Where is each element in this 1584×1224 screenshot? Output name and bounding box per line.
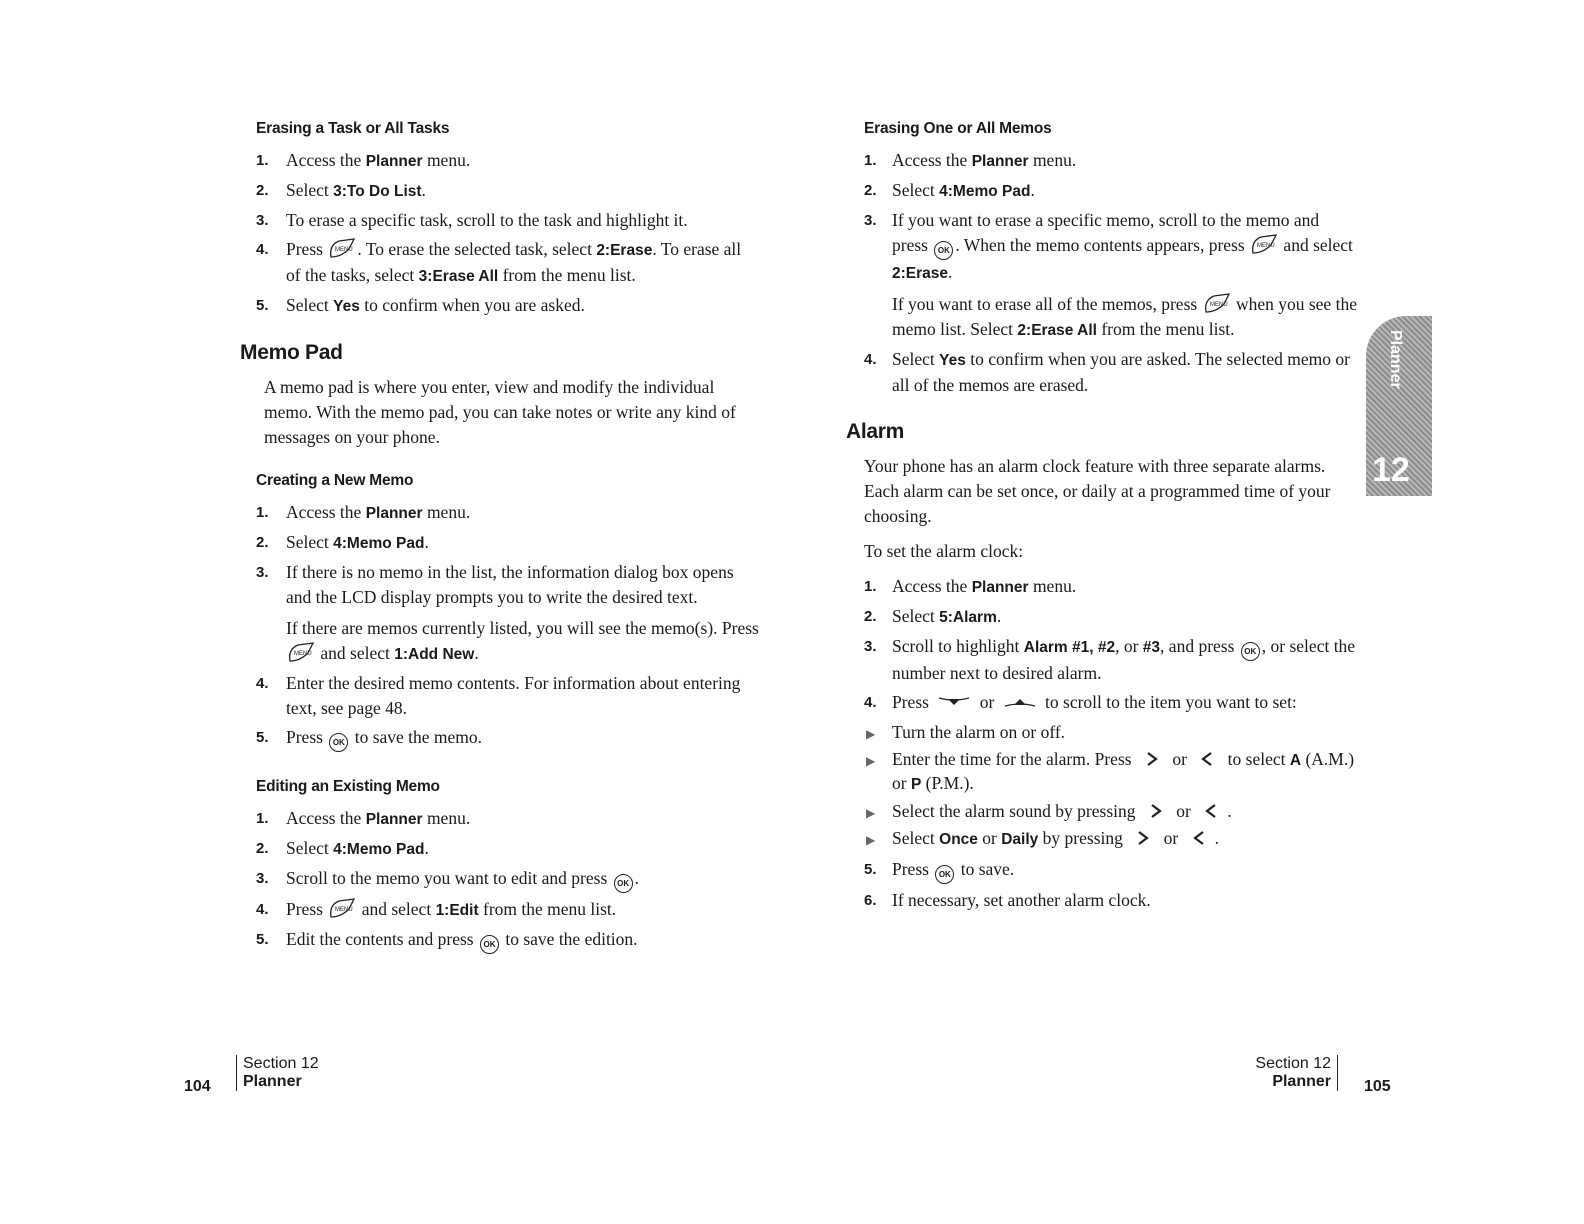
ui-term: Yes xyxy=(939,352,966,369)
bullet-arrow-icon: ▶ xyxy=(866,754,876,768)
ui-term: Planner xyxy=(365,811,423,828)
step-text: . xyxy=(948,262,953,282)
list-item xyxy=(858,857,1358,884)
menu-key-icon xyxy=(1202,292,1232,316)
ui-term: Yes xyxy=(333,298,360,315)
bullet-text: Select the alarm sound by pressing xyxy=(892,801,1140,821)
step-number: 3. xyxy=(256,564,269,581)
ui-term: Alarm #1, #2 xyxy=(1023,639,1116,656)
step-text: Access the xyxy=(892,576,972,596)
step-number: 1. xyxy=(864,578,877,595)
bullet-text: Turn the alarm on or off. xyxy=(892,722,1066,742)
step-text: when you see the memo list. Select xyxy=(892,294,1357,339)
nav-down-key-icon xyxy=(937,696,971,708)
step-text: . xyxy=(996,606,1002,626)
list-item xyxy=(858,690,1358,715)
ui-term: 4:Memo Pad xyxy=(333,535,425,552)
menu-key-icon xyxy=(1249,233,1279,257)
bullet-text: (A.M.) or xyxy=(892,749,1355,793)
step-number: 5. xyxy=(864,861,877,878)
memo-pad-heading: Memo Pad xyxy=(240,341,343,364)
step-number: 4. xyxy=(256,675,269,692)
list-item xyxy=(240,208,760,233)
menu-key-icon xyxy=(327,897,357,921)
left-key-icon xyxy=(1191,830,1207,846)
nav-up-key-icon xyxy=(1003,696,1037,708)
list-item xyxy=(858,574,1358,600)
erase-memos-steps xyxy=(858,148,1358,398)
footer-right xyxy=(1255,1055,1338,1091)
list-item xyxy=(240,671,760,721)
ui-term: Planner xyxy=(971,579,1029,596)
step-text: Select xyxy=(286,180,334,200)
footer-section: Section 12 xyxy=(1255,1055,1331,1072)
alarm-steps-end xyxy=(858,857,1358,913)
ui-term: Once xyxy=(939,831,978,848)
step-text: Press xyxy=(286,727,328,747)
footer-section: Section 12 xyxy=(243,1055,319,1072)
step-text: from the menu list. xyxy=(1096,319,1235,339)
right-column xyxy=(846,120,1358,935)
svg-text:MENU: MENU xyxy=(335,907,353,913)
step-text: . To erase all of the tasks, select xyxy=(286,239,742,285)
step-text: and select xyxy=(316,643,395,663)
step-text: Select xyxy=(286,838,334,858)
section-tab-number: 12 xyxy=(1372,451,1410,489)
step-text: . xyxy=(1030,180,1035,200)
create-memo-heading: Creating a New Memo xyxy=(256,472,414,489)
step-text: If necessary, set another alarm clock. xyxy=(892,890,1151,910)
step-text: Press xyxy=(286,899,328,919)
bullet-text: Select xyxy=(892,828,940,848)
bullet-text: Enter the time for the alarm. Press xyxy=(892,749,1136,769)
ui-term: Planner xyxy=(971,153,1029,170)
step-text: . xyxy=(424,838,429,858)
bullet-text: or xyxy=(977,828,1002,848)
step-text: Edit the contents and press xyxy=(286,929,478,949)
svg-text:MENU: MENU xyxy=(294,651,312,657)
ui-term: 3:Erase All xyxy=(418,268,499,285)
section-tab xyxy=(1366,316,1432,496)
erase-memos-heading: Erasing One or All Memos xyxy=(864,120,1052,137)
step-number: 1. xyxy=(256,810,269,827)
footer-chapter: Planner xyxy=(243,1073,302,1090)
step-text: and select xyxy=(357,899,436,919)
step-number: 5. xyxy=(256,931,269,948)
ok-key-icon: OK xyxy=(480,935,499,954)
step-number: 2. xyxy=(256,182,269,199)
step-text: Select xyxy=(892,349,940,369)
step-text: . To erase the selected task, select xyxy=(357,239,597,259)
list-item xyxy=(240,148,760,174)
list-item xyxy=(858,347,1358,398)
step-text: Press xyxy=(892,692,934,712)
step-text: Press xyxy=(286,239,328,259)
create-memo-steps xyxy=(240,500,760,752)
list-item xyxy=(858,800,1358,823)
step-number: 1. xyxy=(864,152,877,169)
list-item xyxy=(858,721,1358,744)
list-item xyxy=(858,634,1358,686)
step-text: from the menu list. xyxy=(498,265,636,285)
step-text: or xyxy=(975,692,999,712)
list-item xyxy=(240,806,760,832)
left-key-icon xyxy=(1199,751,1215,767)
step-text: . When the memo contents appears, press xyxy=(955,235,1250,255)
step-text: Access the xyxy=(286,502,366,522)
step-text: to scroll to the item you want to set: xyxy=(1040,692,1297,712)
list-item xyxy=(240,530,760,556)
step-text: Select xyxy=(892,606,940,626)
step-number: 3. xyxy=(256,212,269,229)
step-text: If you want to erase a specific memo, scroll to the memo and press xyxy=(892,210,1320,255)
step-number: 5. xyxy=(256,297,269,314)
step-text: If there is no memo in the list, the information dialog box opens and the LCD display prompts you to write the desired text. xyxy=(286,562,734,607)
bullet-arrow-icon: ▶ xyxy=(866,833,876,847)
alarm-lead: To set the alarm clock: xyxy=(864,541,1024,561)
step-text: . xyxy=(474,643,479,663)
ok-key-icon: OK xyxy=(935,865,954,884)
list-item xyxy=(240,897,760,923)
list-item xyxy=(240,836,760,862)
step-number: 2. xyxy=(256,840,269,857)
bullet-text: . xyxy=(1214,828,1219,848)
erase-tasks-heading: Erasing a Task or All Tasks xyxy=(256,120,450,137)
step-text: menu. xyxy=(422,502,471,522)
left-column xyxy=(240,120,760,976)
edit-memo-steps xyxy=(240,806,760,954)
list-item xyxy=(240,293,760,319)
footer-chapter: Planner xyxy=(1272,1073,1331,1090)
list-item xyxy=(858,748,1358,796)
bullet-text: to select xyxy=(1223,749,1290,769)
svg-text:MENU: MENU xyxy=(1257,243,1275,249)
bullet-text: . xyxy=(1227,801,1232,821)
alarm-intro: Your phone has an alarm clock feature with three separate alarms. Each alarm can be set once, or daily at a programmed time of your choosing. xyxy=(864,456,1331,526)
ui-term: P xyxy=(910,776,922,793)
ui-term: 5:Alarm xyxy=(939,609,997,626)
right-key-icon xyxy=(1148,803,1164,819)
ok-key-icon: OK xyxy=(614,874,633,893)
list-item xyxy=(858,888,1358,913)
step-text: and select xyxy=(1279,235,1353,255)
list-item xyxy=(858,148,1358,174)
page-number-right: 105 xyxy=(1364,1078,1391,1095)
step-text: Scroll to highlight xyxy=(892,636,1024,656)
list-item xyxy=(858,208,1358,343)
step-text: Select xyxy=(892,180,940,200)
step-text: to save the edition. xyxy=(500,929,638,949)
step-text: to save the memo. xyxy=(350,727,483,747)
ok-key-icon: OK xyxy=(934,241,953,260)
step-text: If you want to erase all of the memos, press xyxy=(892,294,1202,314)
ok-key-icon: OK xyxy=(1241,642,1260,661)
step-number: 3. xyxy=(864,212,877,229)
step-number: 4. xyxy=(256,901,269,918)
ui-term: 2:Erase All xyxy=(1017,322,1097,339)
list-item xyxy=(240,866,760,893)
step-number: 2. xyxy=(864,608,877,625)
bullet-text: by pressing xyxy=(1038,828,1128,848)
list-item xyxy=(240,178,760,204)
bullet-arrow-icon: ▶ xyxy=(866,727,876,741)
ui-term: Daily xyxy=(1001,831,1039,848)
alarm-options xyxy=(858,721,1358,851)
step-number: 4. xyxy=(864,694,877,711)
ui-term: #3 xyxy=(1142,639,1161,656)
ui-term: 1:Add New xyxy=(394,646,475,663)
alarm-heading: Alarm xyxy=(846,420,905,443)
bullet-text: or xyxy=(1167,749,1192,769)
memo-pad-intro: A memo pad is where you enter, view and modify the individual memo. With the memo pad, you can take notes or write any kind of messages on your phone. xyxy=(264,377,736,447)
step-text: Access the xyxy=(286,808,366,828)
list-item xyxy=(240,237,760,289)
step-number: 5. xyxy=(256,729,269,746)
menu-key-icon xyxy=(286,641,316,665)
footer-left xyxy=(236,1055,319,1091)
list-item xyxy=(858,178,1358,204)
step-number: 6. xyxy=(864,892,877,909)
step-text: Select xyxy=(286,532,334,552)
right-key-icon xyxy=(1144,751,1160,767)
ui-term: 3:To Do List xyxy=(333,183,422,200)
ui-term: 4:Memo Pad xyxy=(939,183,1031,200)
erase-tasks-steps xyxy=(240,148,760,319)
bullet-text: or xyxy=(1159,828,1183,848)
section-tab-label: Planner xyxy=(1387,330,1404,389)
edit-memo-heading: Editing an Existing Memo xyxy=(256,778,440,795)
ui-term: Planner xyxy=(365,153,423,170)
page-number-left: 104 xyxy=(184,1078,211,1095)
step-text: menu. xyxy=(422,150,471,170)
step-text: . xyxy=(634,868,640,888)
list-item xyxy=(240,560,760,667)
step-note xyxy=(892,292,1358,343)
step-text: to confirm when you are asked. xyxy=(359,295,585,315)
step-text: to save. xyxy=(956,859,1015,879)
step-number: 1. xyxy=(256,152,269,169)
list-item xyxy=(240,927,760,954)
step-text: to confirm when you are asked. The selected memo or all of the memos are erased. xyxy=(892,349,1350,395)
step-number: 4. xyxy=(864,351,877,368)
step-text: Access the xyxy=(892,150,972,170)
right-key-icon xyxy=(1135,830,1151,846)
list-item xyxy=(240,725,760,752)
step-text: Access the xyxy=(286,150,366,170)
step-text: Enter the desired memo contents. For information about entering text, see page 48. xyxy=(286,673,741,718)
svg-text:MENU: MENU xyxy=(335,247,353,253)
step-text: menu. xyxy=(422,808,471,828)
ui-term: 4:Memo Pad xyxy=(333,841,425,858)
step-number: 2. xyxy=(864,182,877,199)
step-text: Select xyxy=(286,295,334,315)
left-key-icon xyxy=(1203,803,1219,819)
list-item xyxy=(240,500,760,526)
step-text: menu. xyxy=(1028,576,1077,596)
step-text: Scroll to the memo you want to edit and press xyxy=(286,868,612,888)
step-text: , or xyxy=(1115,636,1143,656)
bullet-text: or xyxy=(1171,801,1196,821)
step-number: 2. xyxy=(256,534,269,551)
svg-text:MENU: MENU xyxy=(1209,302,1228,308)
bullet-arrow-icon: ▶ xyxy=(866,806,876,820)
step-text: , and press xyxy=(1160,636,1239,656)
step-text: If there are memos currently listed, you will see the memo(s). Press xyxy=(286,618,759,638)
ui-term: Planner xyxy=(365,505,423,522)
step-text: , or select the number next to desired alarm. xyxy=(892,636,1356,683)
step-text: . xyxy=(421,180,426,200)
step-text: . xyxy=(424,532,429,552)
ui-term: A xyxy=(1289,752,1302,769)
step-number: 3. xyxy=(864,638,877,655)
list-item xyxy=(858,827,1358,851)
bullet-text: (P.M.). xyxy=(921,773,974,793)
step-text: menu. xyxy=(1028,150,1077,170)
step-number: 4. xyxy=(256,241,269,258)
ui-term: 2:Erase xyxy=(596,242,653,259)
step-number: 1. xyxy=(256,504,269,521)
step-note xyxy=(286,616,760,667)
step-text: Press xyxy=(892,859,934,879)
list-item xyxy=(858,604,1358,630)
ui-term: 1:Edit xyxy=(435,902,479,919)
step-number: 3. xyxy=(256,870,269,887)
step-text: To erase a specific task, scroll to the task and highlight it. xyxy=(286,210,688,230)
ok-key-icon: OK xyxy=(329,733,348,752)
menu-key-icon xyxy=(327,237,357,261)
alarm-steps xyxy=(858,574,1358,715)
ui-term: 2:Erase xyxy=(892,265,949,282)
step-text: from the menu list. xyxy=(478,899,617,919)
